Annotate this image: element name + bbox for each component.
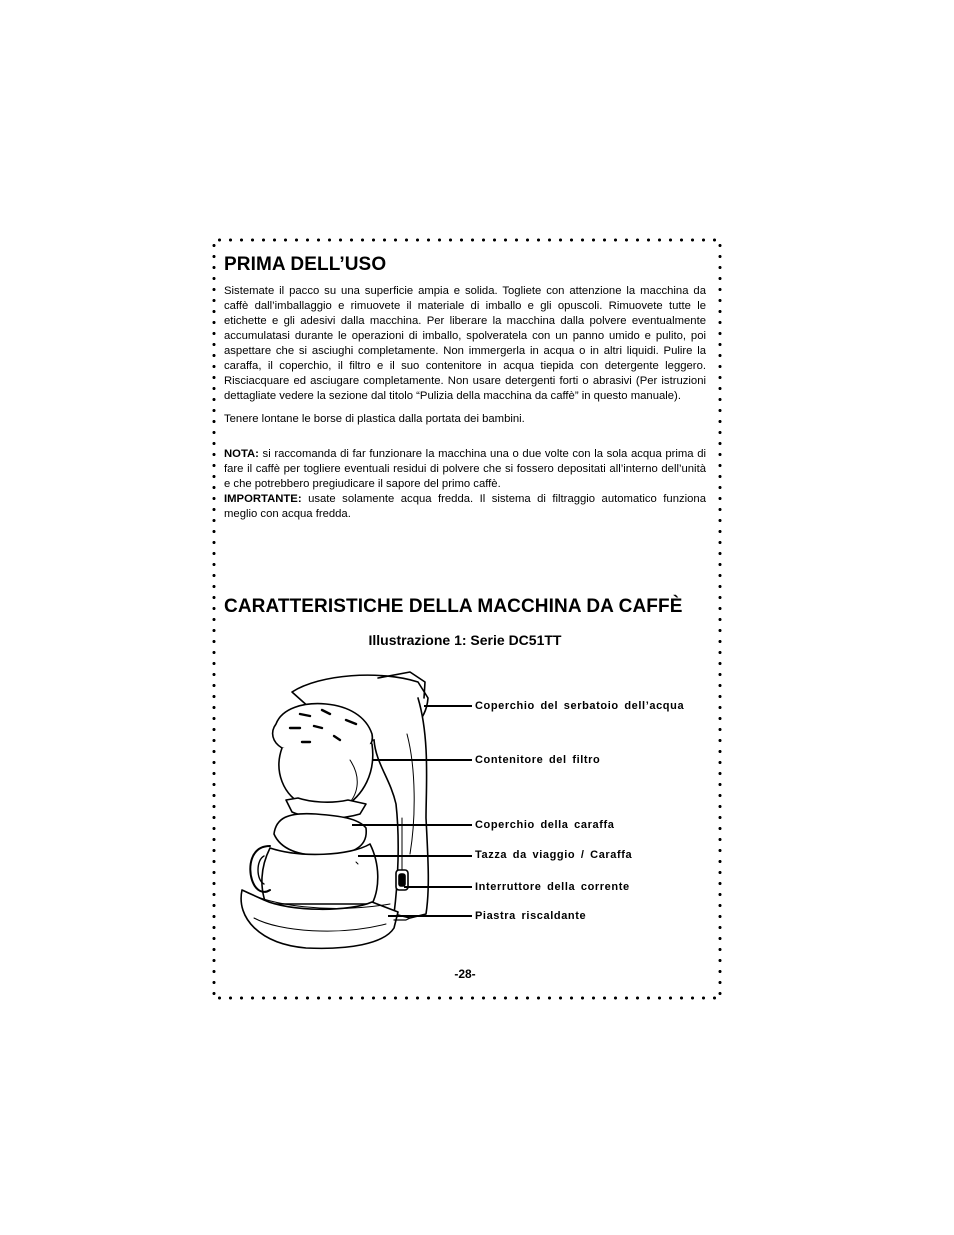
- leader-carafe: [358, 855, 472, 857]
- frame-top-border: [214, 238, 720, 242]
- label-carafe-lid: Coperchio della caraffa: [475, 819, 615, 831]
- leader-hot-plate: [388, 915, 472, 917]
- important-label: IMPORTANTE:: [224, 493, 302, 505]
- section-title-before-use: PRIMA DELL’USO: [224, 254, 387, 275]
- label-hot-plate: Piastra riscaldante: [475, 910, 587, 922]
- section-features: [224, 596, 706, 618]
- label-carafe: Tazza da viaggio / Caraffa: [475, 849, 633, 861]
- frame-bottom-border: [214, 996, 720, 1000]
- section-before-use: [224, 254, 706, 522]
- figure-caption: Illustrazione 1: Serie DC51TT: [368, 632, 562, 648]
- safety-paragraph: Tenere lontane le borse di plastica dalla portata dei bambini.: [224, 413, 525, 425]
- note-paragraph: [224, 447, 706, 492]
- label-power-switch: Interruttore della corrente: [475, 881, 630, 893]
- section-title-features: CARATTERISTICHE DELLA MACCHINA DA CAFFÈ: [224, 596, 683, 617]
- label-water-lid: Coperchio del serbatoio dell’acqua: [475, 700, 685, 712]
- leader-power-switch: [404, 886, 472, 888]
- leader-carafe-lid: [352, 824, 472, 826]
- frame-right-border: [718, 240, 722, 998]
- note-label: NOTA:: [224, 448, 259, 460]
- frame-left-border: [212, 240, 216, 998]
- note-text: si raccomanda di far funzionare la macchina una o due volte con la sola acqua prima di fare il caffè per togliere eventuali residui di polvere che si fossero depositati all’interno dell’unità e che potrebbero pregiudicare il sapore del primo caffè.: [224, 448, 706, 490]
- intro-paragraph: Sistemate il pacco su una superficie ampia e solida. Togliete con attenzione la macchina da caffè dall’imballaggio e rimuovete il materiale di imballo e gli opuscoli. Rimuovete tutte le etichette e gli adesivi dalla macchina. Per liberare la macchina dalla polvere eventualmente accumulatasi durante le operazioni di imballo, spolveratela con un panno umido e pulito, poi aspettare che si asciughi completamente. Non immergerla in acqua o in altri liquidi. Pulire la caraffa, il coperchio, il filtro e il suo contenitore in acqua tiepida con detergente leggero. Risciacquare ed asciugare completamente. Non usare detergenti forti o abrasivi (Per istruzioni dettagliate vedere la sezione dal titolo “Pulizia della macchina da caffè” in questo manuale).: [224, 285, 706, 402]
- label-filter-holder: Contenitore del filtro: [475, 754, 601, 766]
- leader-filter-holder: [372, 759, 472, 761]
- leader-water-lid: [424, 705, 472, 707]
- important-paragraph: [224, 492, 706, 522]
- important-text: usate solamente acqua fredda. Il sistema di filtraggio automatico funziona meglio con acqua fredda.: [224, 493, 706, 520]
- page-number: -28-: [454, 967, 476, 981]
